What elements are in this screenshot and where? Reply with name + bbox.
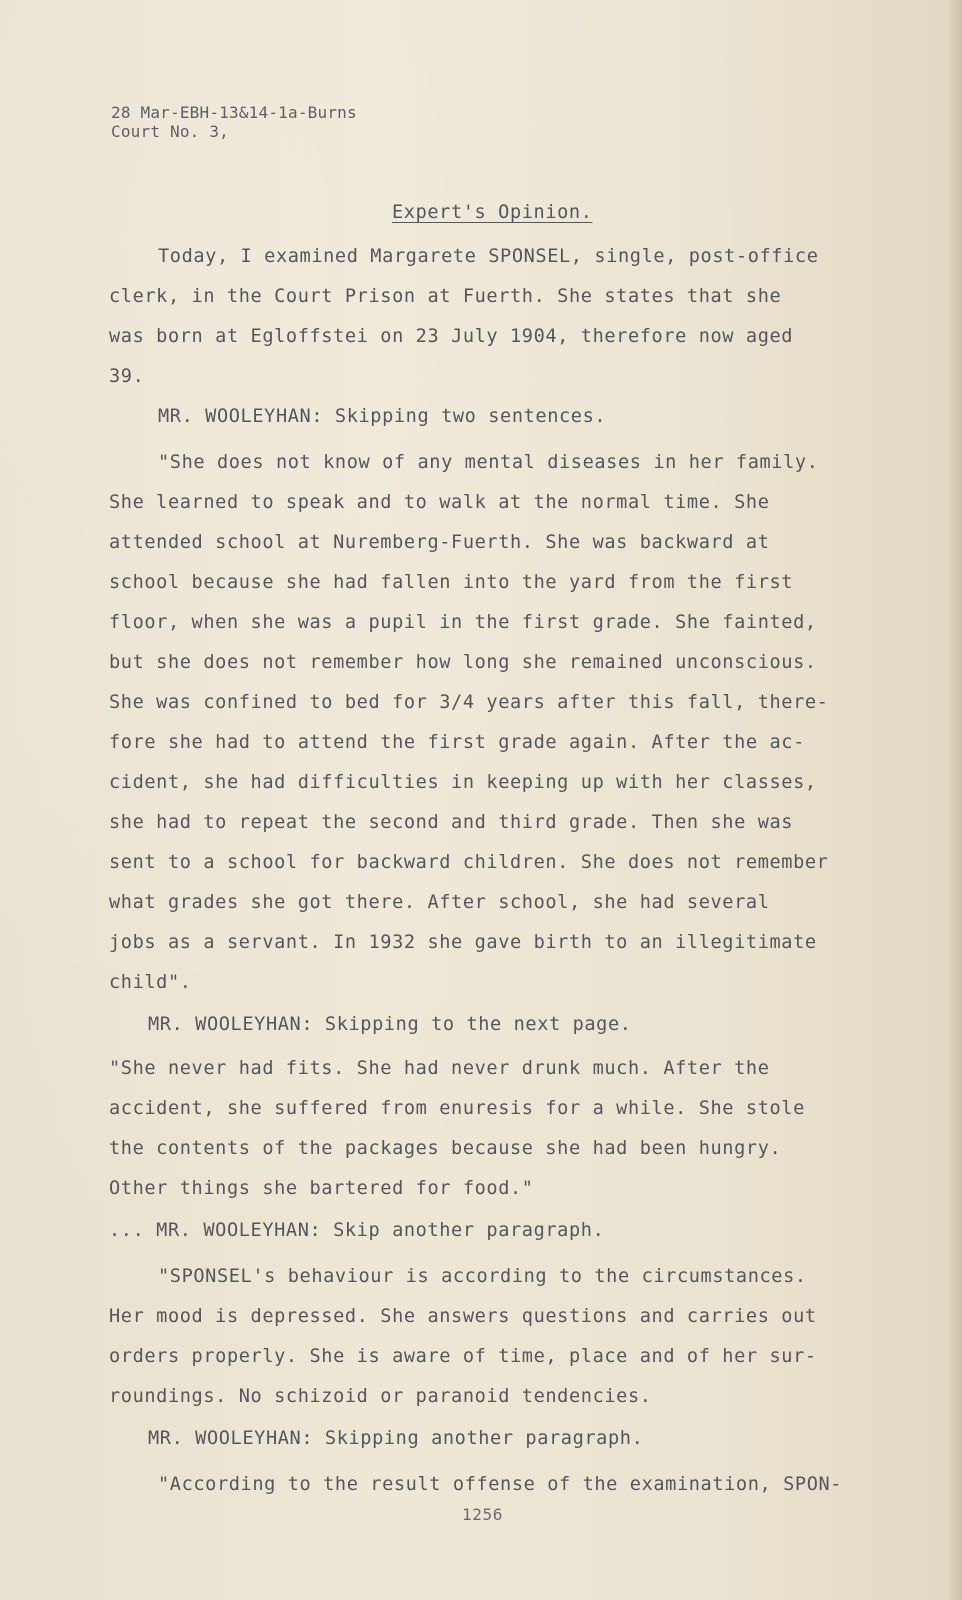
- body-line-26: "SPONSEL's behaviour is according to the circumstances.: [158, 1266, 807, 1287]
- body-line-8: attended school at Nuremberg-Fuerth. She was backward at: [109, 532, 770, 553]
- body-line-13: fore she had to attend the first grade again. After the ac-: [109, 732, 805, 753]
- body-line-7: She learned to speak and to walk at the normal time. She: [109, 492, 770, 513]
- body-line-1: Today, I examined Margarete SPONSEL, single, post-office: [158, 246, 819, 267]
- body-line-25: ... MR. WOOLEYHAN: Skip another paragraph.: [109, 1220, 605, 1241]
- body-line-31: "According to the result offense of the examination, SPON-: [158, 1474, 843, 1495]
- body-line-27: Her mood is depressed. She answers questions and carries out: [109, 1306, 817, 1327]
- body-line-28: orders properly. She is aware of time, place and of her sur-: [109, 1346, 817, 1367]
- body-line-5: MR. WOOLEYHAN: Skipping two sentences.: [158, 406, 607, 427]
- body-line-3: was born at Egloffstei on 23 July 1904, therefore now aged: [109, 326, 794, 347]
- body-line-11: but she does not remember how long she remained unconscious.: [109, 652, 817, 673]
- body-line-17: what grades she got there. After school, she had several: [109, 892, 770, 913]
- body-line-19: child".: [109, 972, 192, 993]
- body-line-10: floor, when she was a pupil in the first grade. She fainted,: [109, 612, 817, 633]
- header-line-1: 28 Mar-EBH-13&14-1a-Burns: [111, 103, 357, 122]
- body-line-6: "She does not know of any mental diseases in her family.: [158, 452, 819, 473]
- page-edge-shadow: [946, 0, 962, 1600]
- body-line-9: school because she had fallen into the yard from the first: [109, 572, 794, 593]
- body-line-22: accident, she suffered from enuresis for a while. She stole: [109, 1098, 805, 1119]
- body-line-30: MR. WOOLEYHAN: Skipping another paragraph.: [148, 1428, 644, 1449]
- header-line-2: Court No. 3,: [111, 122, 229, 141]
- body-line-18: jobs as a servant. In 1932 she gave birth to an illegitimate: [109, 932, 817, 953]
- body-line-4: 39.: [109, 366, 145, 387]
- page-number: 1256: [462, 1505, 503, 1524]
- body-line-14: cident, she had difficulties in keeping up with her classes,: [109, 772, 817, 793]
- body-line-16: sent to a school for backward children. She does not remember: [109, 852, 829, 873]
- body-line-23: the contents of the packages because she had been hungry.: [109, 1138, 782, 1159]
- body-line-2: clerk, in the Court Prison at Fuerth. She states that she: [109, 286, 782, 307]
- body-line-20: MR. WOOLEYHAN: Skipping to the next page.: [148, 1014, 632, 1035]
- body-line-29: roundings. No schizoid or paranoid tendencies.: [109, 1386, 652, 1407]
- body-line-12: She was confined to bed for 3/4 years after this fall, there-: [109, 692, 829, 713]
- body-line-15: she had to repeat the second and third grade. Then she was: [109, 812, 794, 833]
- body-line-21: "She never had fits. She had never drunk much. After the: [109, 1058, 770, 1079]
- body-line-24: Other things she bartered for food.": [109, 1178, 534, 1199]
- document-title: Expert's Opinion.: [392, 202, 593, 223]
